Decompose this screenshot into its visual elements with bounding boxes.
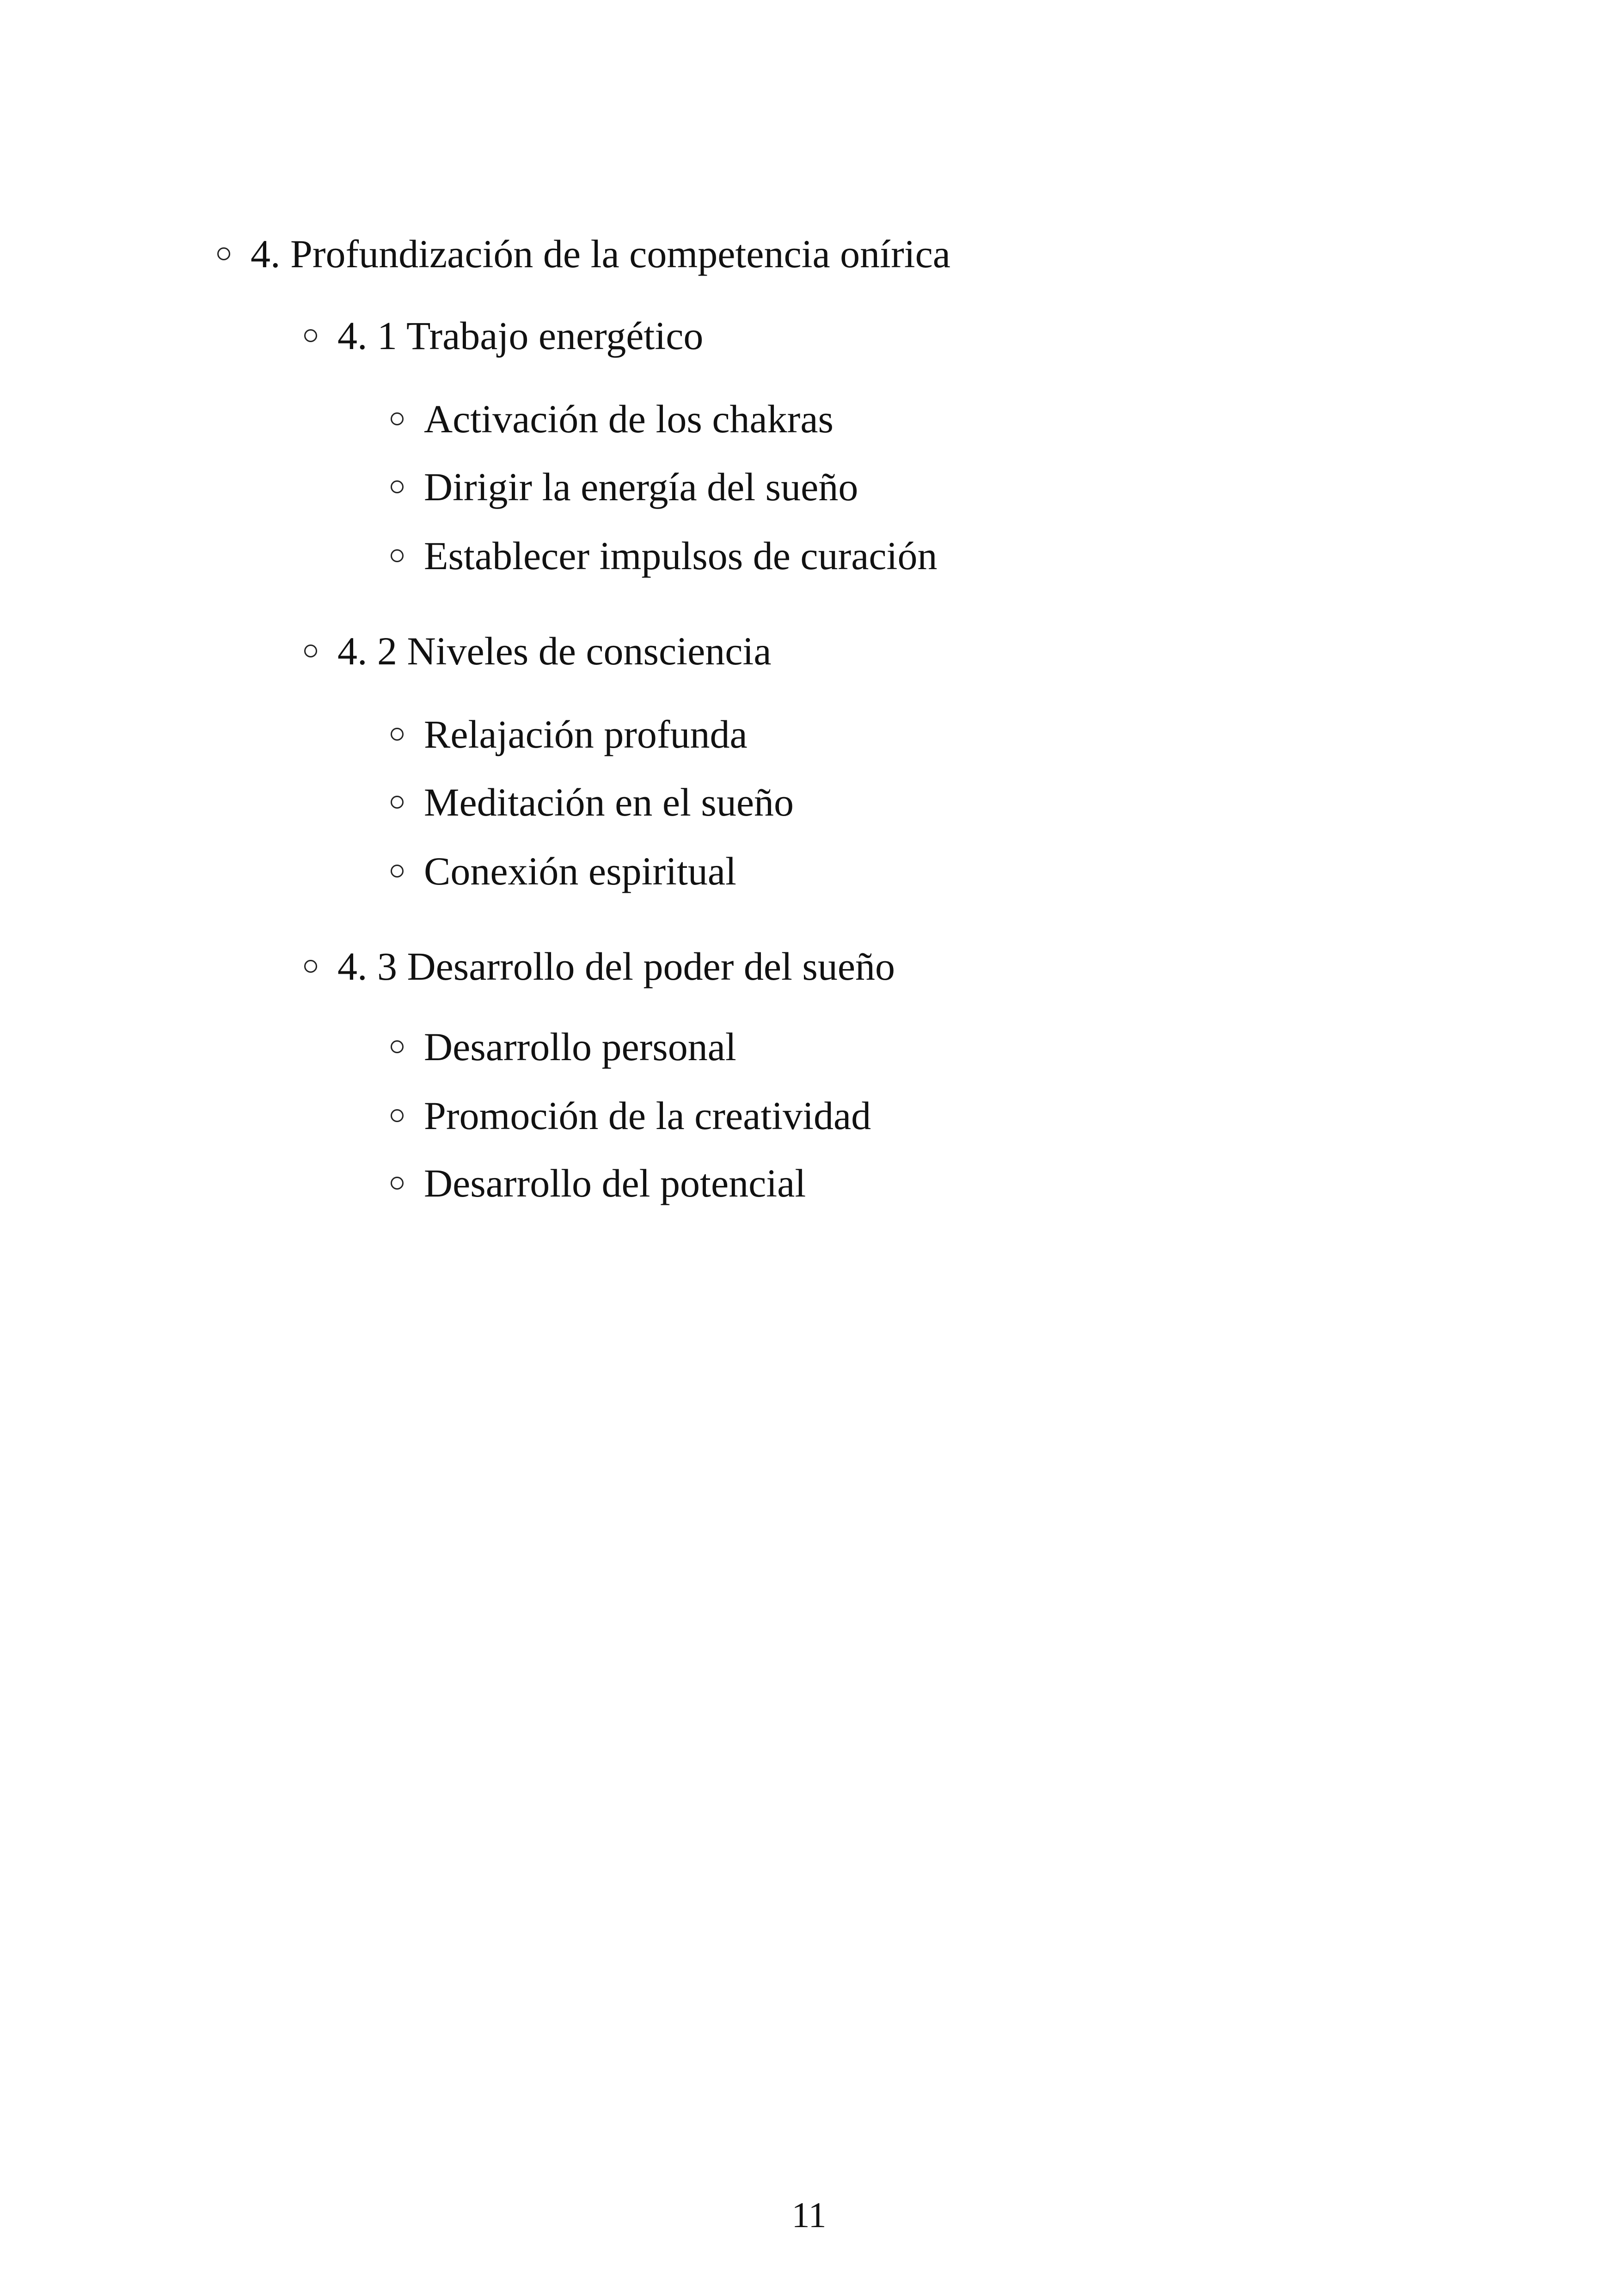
list-item-text: Establecer impulsos de curación — [424, 534, 938, 578]
list-item — [391, 1093, 871, 1138]
section-title — [304, 313, 704, 358]
list-item-text: Desarrollo del potencial — [424, 1161, 806, 1205]
list-item-text: Dirigir la energía del sueño — [424, 465, 858, 509]
list-item — [391, 851, 736, 891]
list-item-text: Promoción de la creatividad — [424, 1093, 871, 1138]
hollow-circle-bullet-icon — [391, 865, 404, 878]
list-item — [391, 536, 937, 576]
list-item-text: Meditación en el sueño — [424, 780, 794, 824]
hollow-circle-bullet-icon — [304, 645, 317, 657]
hollow-circle-bullet-icon — [391, 1109, 404, 1122]
hollow-circle-bullet-icon — [304, 329, 317, 342]
hollow-circle-bullet-icon — [391, 549, 404, 562]
list-item-text: Relajación profunda — [424, 712, 748, 756]
list-item-text: Activación de los chakras — [424, 397, 834, 441]
section-title — [304, 631, 771, 671]
hollow-circle-bullet-icon — [391, 728, 404, 741]
hollow-circle-bullet-icon — [391, 412, 404, 425]
list-item — [391, 399, 834, 439]
hollow-circle-bullet-icon — [391, 1040, 404, 1053]
list-item — [391, 467, 858, 507]
list-item — [391, 1027, 736, 1067]
hollow-circle-bullet-icon — [304, 960, 317, 973]
hollow-circle-bullet-icon — [391, 796, 404, 809]
outline-heading-text: 4. Profundización de la competencia onírica — [251, 232, 950, 276]
outline-heading — [217, 234, 950, 274]
list-item-text: Conexión espiritual — [424, 849, 736, 893]
hollow-circle-bullet-icon — [391, 480, 404, 493]
list-item — [391, 714, 748, 754]
list-item — [391, 1163, 806, 1203]
section-title — [304, 946, 895, 986]
section-title-text: 4. 3 Desarrollo del poder del sueño — [337, 944, 895, 988]
hollow-circle-bullet-icon — [391, 1177, 404, 1190]
section-title-text: 4. 2 Niveles de consciencia — [337, 629, 772, 673]
list-item-text: Desarrollo personal — [424, 1025, 736, 1069]
hollow-circle-bullet-icon — [217, 247, 230, 260]
section-title-text: 4. 1 Trabajo energético — [337, 313, 704, 358]
list-item — [391, 782, 794, 822]
page-number: 11 — [791, 2195, 827, 2235]
